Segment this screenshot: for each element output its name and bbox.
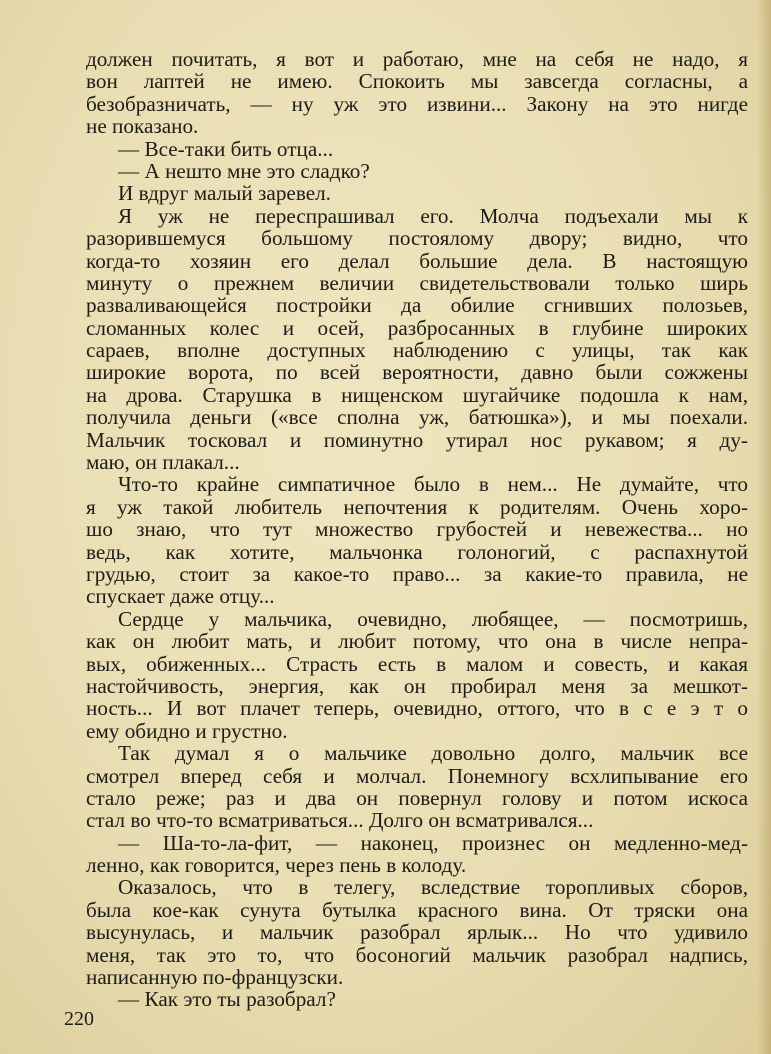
text-line: шо знаю, что тут множество грубостей и невежества... но <box>86 517 748 542</box>
text-line: на дрова. Старушка в нищенском шугайчике подошла к нам, <box>86 382 748 407</box>
text-line: Я уж не переспрашивал его. Молча подъехали мы к <box>118 203 748 228</box>
text-line: Мальчик тосковал и поминутно утирал нос рукавом; я ду- <box>86 427 748 452</box>
text-line: — Как это ты разобрал? <box>118 987 336 1012</box>
text-line: Что-то крайне симпатичное было в нем... Не думайте, что <box>118 472 748 497</box>
text-line: — Все-таки бить отца... <box>118 136 334 161</box>
text-line: ведь, как хотите, мальчонка голоногий, с распахнутой <box>86 539 748 564</box>
text-line: написанную по-французски. <box>86 965 344 990</box>
text-line: получила деньги («все сполна уж, батюшка»), и мы поехали. <box>86 405 748 430</box>
text-line: когда-то хозяин его делал большие дела. В настоящую <box>86 248 748 273</box>
text-line: разорившемуся большому постоялому двору; видно, что <box>86 226 748 251</box>
text-line: вон лаптей не имею. Спокоить мы завсегда согласны, а <box>86 69 748 94</box>
text-line: грудью, стоит за какое-то право... за какие-то правила, не <box>86 561 748 586</box>
text-line: широкие ворота, по всей вероятности, давно были сожжены <box>86 360 748 385</box>
text-line: смотрел вперед себя и молчал. Понемногу всхлипывание его <box>86 763 748 788</box>
text-line: была кое-как сунута бутылка красного вина. От тряски она <box>86 897 748 922</box>
text-line: стал во что-то всматриваться... Долго он всматривался... <box>86 808 594 833</box>
text-line: безобразничать, — ну уж это извини... Закону на это нигде <box>86 91 748 116</box>
text-line: меня, так это то, что босоногий мальчик разобрал надпись, <box>86 942 748 967</box>
text-line: ность... И вот плачет теперь, очевидно, оттого, что в с е э т о <box>86 696 748 721</box>
text-line: спускает даже отцу... <box>86 584 275 609</box>
page-number: 220 <box>64 1008 94 1030</box>
page-edge-shadow <box>757 0 771 1054</box>
text-line: сломанных колес и осей, разбросанных в глубине широких <box>86 315 748 340</box>
text-line: минуту о прежнем величии свидетельствовали только ширь <box>86 270 748 295</box>
text-line: — Ша-то-ла-фит, — наконец, произнес он медленно-мед- <box>118 830 748 855</box>
text-line: разваливающейся постройки да обилие сгнивших полозьев, <box>86 293 748 318</box>
text-line: сараев, вполне доступных наблюдению с улицы, так как <box>86 338 748 363</box>
body-text <box>86 48 748 1011</box>
text-line: маю, он плакал... <box>86 450 240 475</box>
text-line: Так думал я о мальчике довольно долго, мальчик все <box>118 741 748 766</box>
text-line: я уж такой любитель непочтения к родителям. Очень хоро- <box>86 494 748 519</box>
text-line: Оказалось, что в телегу, вследствие торопливых сборов, <box>118 875 748 900</box>
text-line: высунулась, и мальчик разобрал ярлык... Но что́ удивило <box>86 920 748 945</box>
text-line: ленно, как говорится, через пень в колоду. <box>86 853 467 878</box>
text-line: должен почитать, я вот и работаю, мне на себя не надо, я <box>86 47 748 71</box>
text-line: И вдруг малый заревел. <box>118 181 331 206</box>
text-line: как он любит мать, и любит потому, что она в числе непра- <box>86 629 748 654</box>
text-line: не показано. <box>86 114 199 139</box>
text-line: вых, обиженных... Страсть есть в малом и совесть, и какая <box>86 651 748 676</box>
text-line: Сердце у мальчика, очевидно, любящее, — посмотришь, <box>118 606 748 631</box>
text-line: ему обидно и грустно. <box>86 718 288 743</box>
text-line: — А нешто мне это сладко? <box>118 158 370 183</box>
text-line: настойчивость, энергия, как он пробирал меня за мешкот- <box>86 673 748 698</box>
text-line: стало реже; раз и два он повернул голову и потом искоса <box>86 785 748 810</box>
